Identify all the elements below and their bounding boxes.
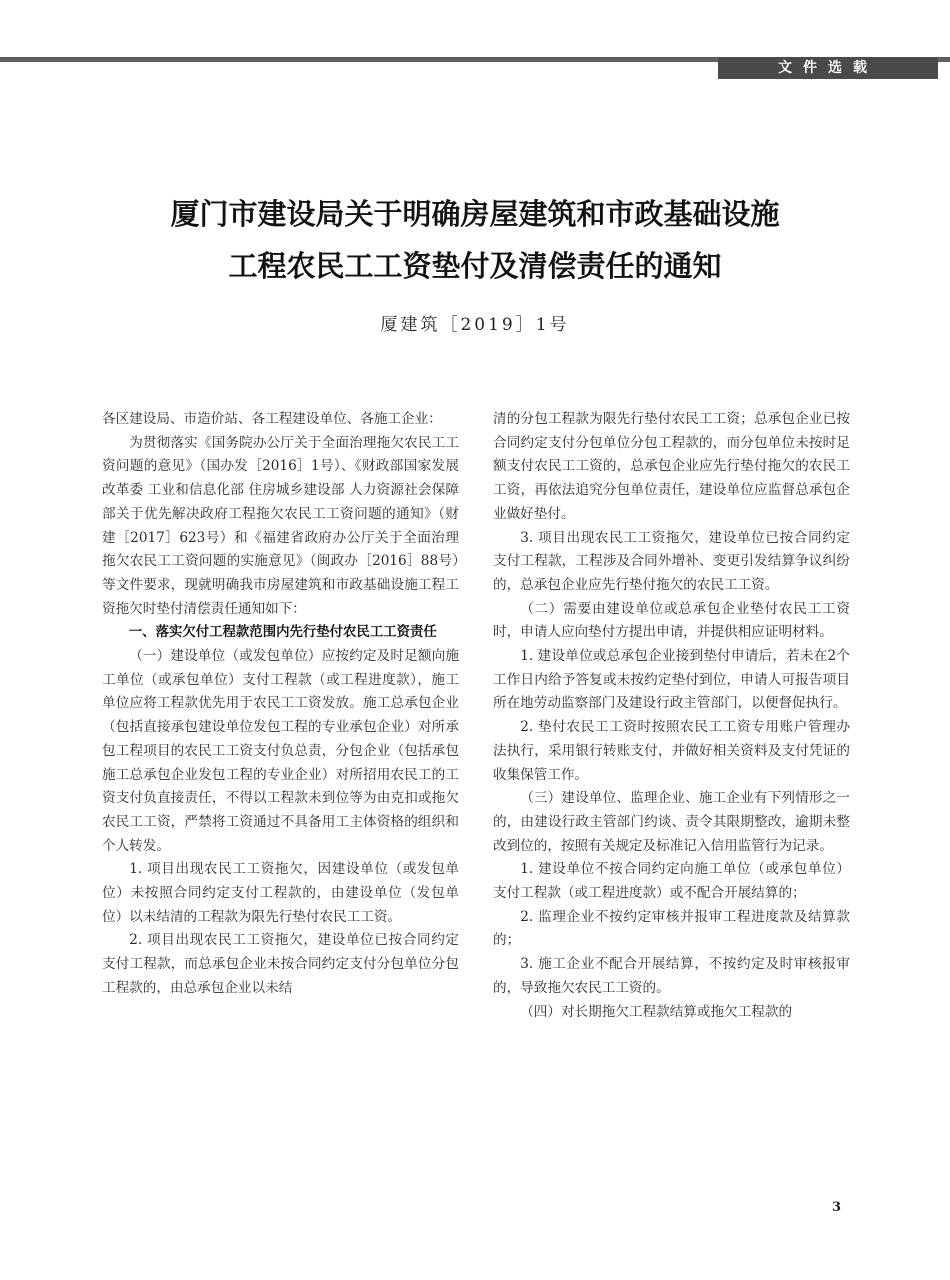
page-number: 3 (832, 1200, 842, 1215)
document-number: 厦建筑［2019］1号 (380, 315, 570, 335)
paragraph: （四）对长期拖欠工程款结算或拖欠工程款的 (520, 1003, 793, 1020)
paragraph: （三）建设单位、监理企业、施工企业有下列情形之一的，由建设行政主管部门约谈、责令其限期整改，逾期未整改到位的，按照有关规定及标准记入信用监管行为记录。 (493, 790, 850, 854)
paragraph: 3. 施工企业不配合开展结算，不按约定及时审核报审的，导致拖欠农民工工资的。 (493, 956, 850, 996)
paragraph: （二）需要由建设单位或总承包企业垫付农民工工资时，申请人应向垫付方提出申请，并提供相应证明材料。 (493, 600, 850, 641)
paragraph: 1. 项目出现农民工工资拖欠，因建设单位（或发包单位）未按照合同约定支付工程款的，由建设单位（发包单位）以未结清的工程款为限先行垫付农民工工资。 (102, 861, 459, 925)
section-heading: 一、落实欠付工程款范围内先行垫付农民工工资责任 (128, 625, 437, 641)
section-label: 文件选载 (718, 57, 938, 79)
paragraph: 1. 建设单位或总承包企业接到垫付申请后，若未在2个工作日内给予答复或未按约定垫付到位，申请人可报告项目所在地劳动监察部门及建设行政主管部门，以便督促执行。 (493, 648, 850, 712)
paragraph: 清的分包工程款为限先行垫付农民工工资；总承包企业已按合同约定支付分包单位分包工程款的，而分包单位未按时足额支付农民工工资的，总承包企业应先行垫付拖欠的农民工工资，再依法追究分包单位责任，建设单位应监督总承包企业做好垫付。 (493, 411, 850, 522)
paragraph: 为贯彻落实《国务院办公厅关于全面治理拖欠农民工工资问题的意见》（国办发［2016］1号）、《财政部国家发展改革委 工业和信息化部 住房城乡建设部 人力资源社会保障部关于优先解决政府工程拖欠农民工工资问题的通知》（财建［2017］623号）和《福建省政府办公厅关于全面治理拖欠农民工工资问题的实施意见》（闽政办［2016］88号）等文件要求，现就明确我市房屋建筑和市政基础设施工程工资拖欠时垫付清偿责任通知如下： (102, 434, 459, 617)
title-line-1: 厦门市建设局关于明确房屋建筑和市政基础设施 (170, 197, 780, 231)
paragraph: 2. 监理企业不按约定审核并报审工程进度款及结算款的； (493, 908, 850, 949)
title-line-2: 工程农民工工资垫付及清偿责任的通知 (228, 249, 722, 283)
right-column (493, 408, 850, 1024)
paragraph: 各区建设局、市造价站、各工程建设单位、各施工企业： (102, 411, 442, 427)
paragraph: 3. 项目出现农民工工资拖欠，建设单位已按合同约定支付工程款，工程涉及合同外增补、变更引发结算争议纠纷的，总承包企业应先行垫付拖欠的农民工工资。 (493, 529, 850, 593)
paragraph: 2. 项目出现农民工工资拖欠，建设单位已按合同约定支付工程款，而总承包企业未按合同约定支付分包单位分包工程款的，由总承包企业以未结 (102, 932, 459, 996)
paragraph: 1. 建设单位不按合同约定向施工单位（或承包单位）支付工程款（或工程进度款）或不配合开展结算的； (493, 861, 850, 902)
left-column (102, 408, 459, 1001)
paragraph: （一）建设单位（或发包单位）应按约定及时足额向施工单位（或承包单位）支付工程款（或工程进度款），施工单位应将工程款优先用于农民工工资发放。施工总承包企业（包括直接承包建设单位发包工程的专业承包企业）对所承包工程项目的农民工工资支付负总责，分包企业（包括承包施工总承包企业发包工程的专业企业）对所招用农民工的工资支付负直接责任，不得以工程款未到位等为由克扣或拖欠农民工工资，严禁将工资通过不具备用工主体资格的组织和个人转发。 (102, 648, 459, 854)
document-title (60, 188, 890, 292)
paragraph: 2. 垫付农民工工资时按照农民工工资专用账户管理办法执行，采用银行转账支付，并做好相关资料及支付凭证的收集保管工作。 (493, 719, 850, 783)
